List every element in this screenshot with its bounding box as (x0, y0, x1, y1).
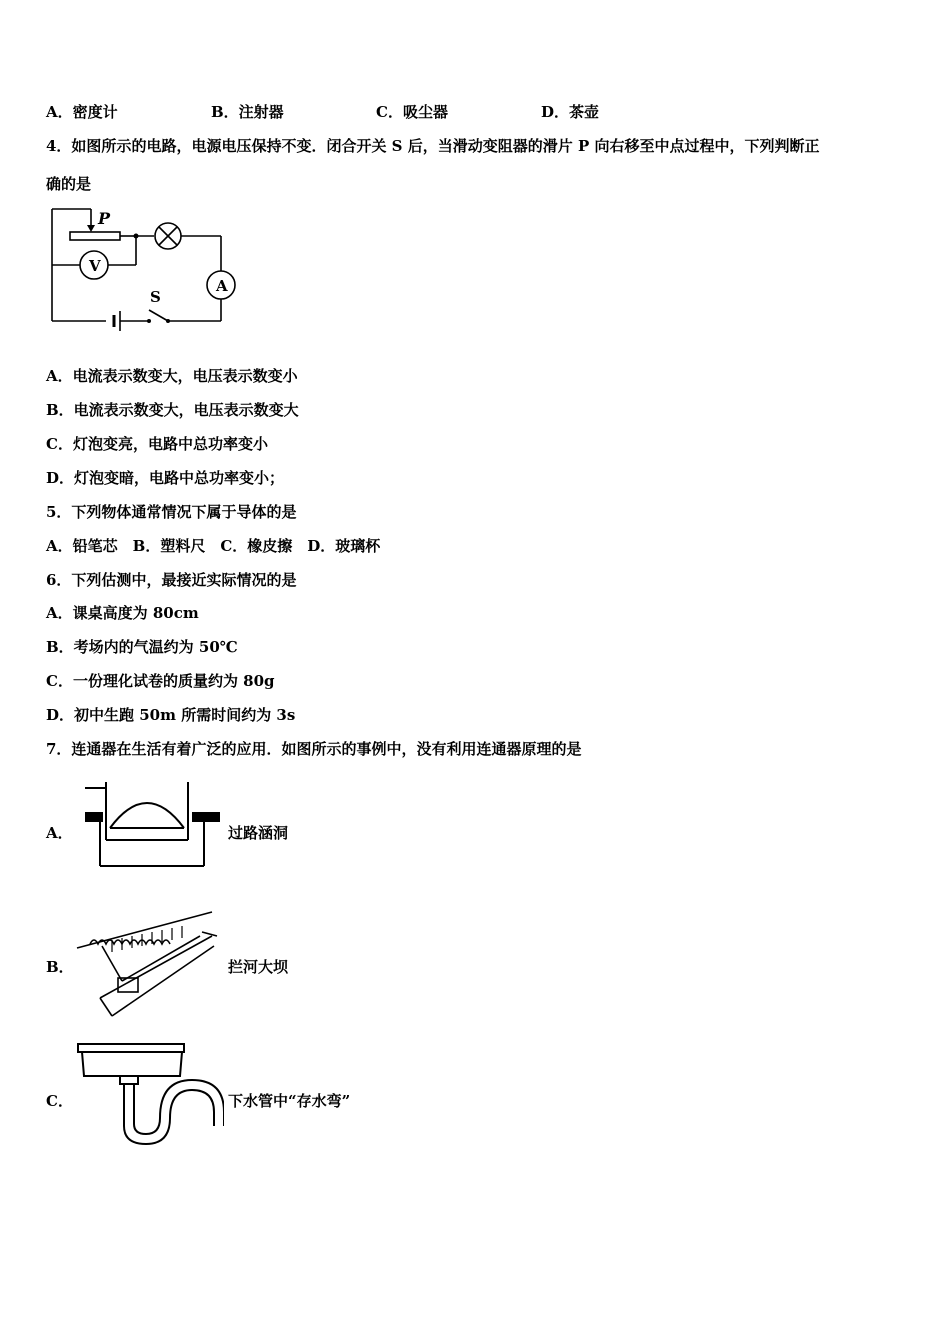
ammeter-label: A (216, 277, 228, 295)
q6-option-a: A．课桌高度为 80cm (46, 604, 199, 622)
q3-option-c: C．吸尘器 (376, 103, 448, 121)
switch-label: S (150, 288, 161, 306)
q7-option-c-letter: C． (46, 1092, 73, 1110)
q5-options: A．铅笔芯 B．塑料尺 C．橡皮擦 D．玻璃杯 (46, 537, 381, 555)
q7-drain-trap-figure (74, 1040, 224, 1150)
q4-option-c: C．灯泡变亮，电路中总功率变小 (46, 435, 268, 453)
slider-label: P (98, 209, 111, 228)
q7-culvert-figure (82, 780, 222, 872)
q7-option-a-letter: A． (46, 824, 73, 842)
q3-option-a: A．密度计 (46, 103, 118, 121)
q7-option-b-caption: 拦河大坝 (228, 958, 289, 976)
q7-dam-figure (72, 906, 222, 1021)
q5-stem: 5．下列物体通常情况下属于导体的是 (46, 503, 297, 521)
q6-option-b: B．考场内的气温约为 50℃ (46, 638, 238, 656)
q4-option-d: D．灯泡变暗，电路中总功率变小； (46, 469, 285, 487)
q4-stem-line1: 4．如图所示的电路，电源电压保持不变．闭合开关 S 后，当滑动变阻器的滑片 P 向右移至中点过程中，下列判断正 (46, 137, 820, 155)
q6-stem: 6．下列估测中，最接近实际情况的是 (46, 571, 297, 589)
q7-stem: 7．连通器在生活有着广泛的应用．如图所示的事例中，没有利用连通器原理的是 (46, 740, 582, 758)
q4-stem-line2: 确的是 (46, 175, 92, 193)
q6-option-d: D．初中生跑 50m 所需时间约为 3s (46, 706, 296, 724)
q7-option-c-caption: 下水管中“存水弯” (228, 1092, 351, 1110)
q4-option-a: A．电流表示数变大，电压表示数变小 (46, 367, 298, 385)
q7-option-a-caption: 过路涵洞 (228, 824, 289, 842)
q3-option-b: B．注射器 (211, 103, 284, 121)
q4-option-b: B．电流表示数变大，电压表示数变大 (46, 401, 299, 419)
q6-option-c: C．一份理化试卷的质量约为 80g (46, 672, 275, 690)
q3-option-d: D．茶壶 (541, 103, 600, 121)
q7-option-b-letter: B． (46, 958, 74, 976)
voltmeter-label: V (89, 257, 101, 275)
q4-circuit-diagram (44, 203, 254, 338)
